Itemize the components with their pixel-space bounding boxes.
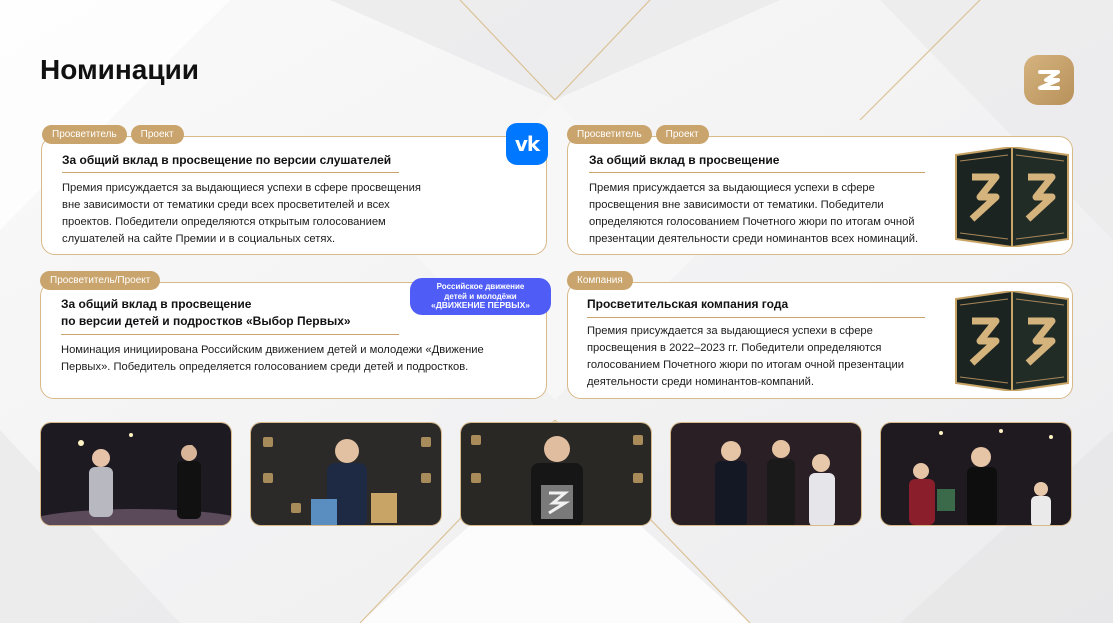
ceremony-photo-2 xyxy=(250,422,442,526)
card-4-title: Просветительская компания года xyxy=(587,297,789,311)
page-title: Номинации xyxy=(40,54,200,85)
card-3-title-line1: За общий вклад в просвещение xyxy=(61,297,252,311)
card-4-tags xyxy=(567,271,633,290)
award-statue-image xyxy=(954,147,1070,247)
badge-line3: «ДВИЖЕНИЕ ПЕРВЫХ» xyxy=(431,300,530,310)
z-logo-icon xyxy=(1024,55,1074,105)
dvizhenie-pervyh-badge xyxy=(410,278,551,315)
card-1-title: За общий вклад в просвещение по версии слушателей xyxy=(62,153,392,167)
card-3-title-line2: по версии детей и подростков «Выбор Первых» xyxy=(61,314,351,328)
tag-prosvetitel: Просветитель xyxy=(567,125,652,144)
tag-kompaniya: Компания xyxy=(567,271,633,290)
card-3-tags xyxy=(40,271,160,290)
ceremony-photo-1 xyxy=(40,422,232,526)
card-2-tags xyxy=(567,125,709,144)
badge-line2: детей и молодёжи xyxy=(444,291,517,301)
nomination-card-1[interactable] xyxy=(41,136,547,255)
card-4-description: Премия присуждается за выдающиеся успехи в сфере просвещения в 2022–2023 гг. Победители определяются голосованием Почетного жюри по итогам очной презентации деятельности среди номинантов-компаний. xyxy=(587,325,905,388)
card-2-divider xyxy=(589,172,925,173)
badge-line1: Российское движение xyxy=(436,282,525,291)
card-1-description: Премия присуждается за выдающиеся успехи в сфере просвещения вне зависимости от тематики среди всех просветителей и всех проектов. Победители определяются открытым голосованием слушателей на сайте Премии и в социальных сетях. xyxy=(62,182,421,245)
tag-prosvetitel-proekt: Просветитель/Проект xyxy=(40,271,160,290)
ceremony-photo-4 xyxy=(670,422,862,526)
card-4-divider xyxy=(587,317,925,318)
card-2-title: За общий вклад в просвещение xyxy=(589,153,780,167)
vk-logo-icon: vk xyxy=(506,123,548,165)
card-3-description: Номинация инициирована Российским движением детей и молодежи «Движение Первых». Победитель определяется голосованием среди детей и подростков. xyxy=(61,344,484,373)
card-2-description: Премия присуждается за выдающиеся успехи в сфере просвещения вне зависимости от тематики. Победители определяются голосованием Почетного жюри по итогам очной презентации деятельности среди номинантов всех номинаций. xyxy=(589,182,919,245)
ceremony-photo-5 xyxy=(880,422,1072,526)
tag-proekt: Проект xyxy=(131,125,184,144)
tag-prosvetitel: Просветитель xyxy=(42,125,127,144)
card-1-divider xyxy=(62,172,399,173)
tag-proekt: Проект xyxy=(656,125,709,144)
card-3-divider xyxy=(61,334,399,335)
ceremony-photo-3 xyxy=(460,422,652,526)
award-statue-image xyxy=(954,291,1070,391)
card-1-tags xyxy=(42,125,184,144)
